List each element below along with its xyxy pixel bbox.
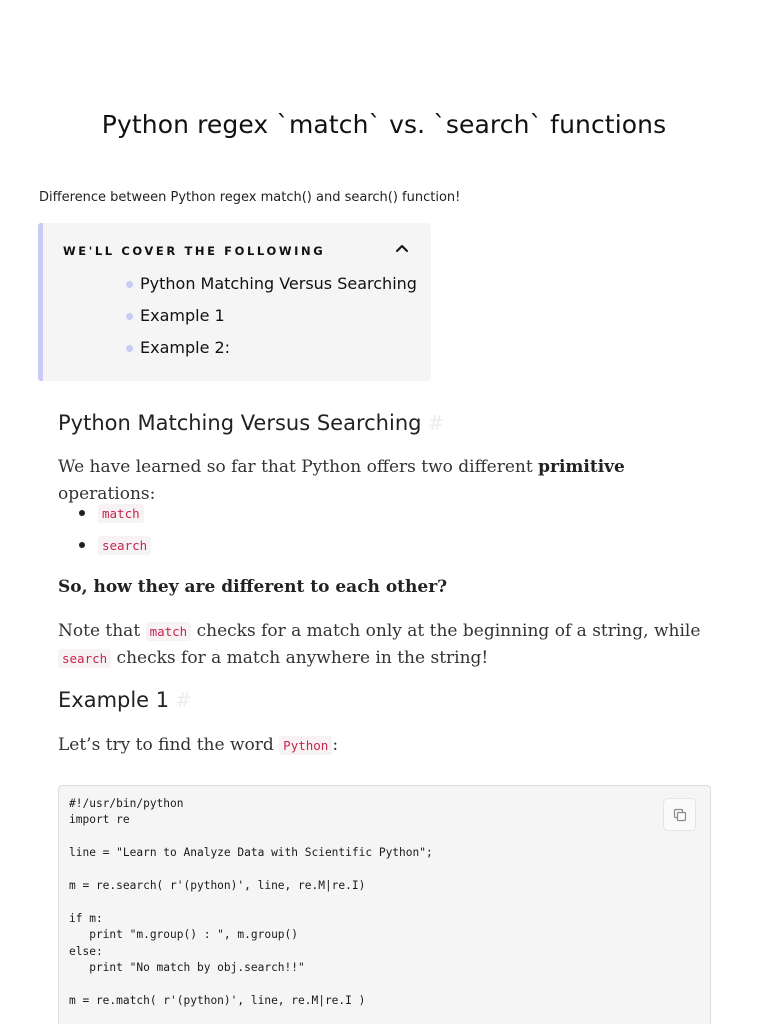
inline-code-search: search [98, 536, 151, 555]
inline-code-match: match [146, 622, 192, 641]
list-item [58, 500, 718, 532]
code-line: print "No match by obj.search!!" [89, 961, 305, 975]
list-item [58, 532, 718, 564]
example-intro-paragraph [58, 732, 718, 759]
question-text: So, how they are different to each other? [58, 577, 448, 597]
intro-text-end: operations: [58, 484, 156, 504]
bullet-icon [126, 313, 133, 320]
code-content[interactable] [69, 796, 433, 1009]
code-line: else: [69, 944, 103, 958]
inline-code-match: match [98, 504, 144, 523]
code-line: #!/usr/bin/python [69, 797, 184, 810]
inline-code-search: search [58, 649, 111, 668]
toc-list [124, 273, 417, 369]
section-heading-matching [58, 411, 718, 435]
note-text: Note that [58, 621, 146, 641]
example-intro-text-end: : [332, 735, 339, 755]
toc-item-example-2[interactable] [124, 337, 417, 369]
code-block [58, 785, 711, 1024]
note-paragraph [58, 618, 718, 672]
bullet-icon [126, 281, 133, 288]
code-line: m = re.search( r'(python)', line, re.M|re.I) [69, 879, 366, 893]
copy-icon [673, 808, 687, 822]
code-line: m = re.match( r'(python)', line, re.M|re.I ) [69, 993, 366, 1007]
intro-bold-text: primitive [538, 457, 625, 477]
section-heading-example-1 [58, 688, 718, 712]
chevron-up-icon[interactable] [394, 240, 410, 256]
toc-item-matching-vs-searching[interactable] [124, 273, 417, 305]
bullet-icon [79, 510, 85, 516]
section-heading-text: Python Matching Versus Searching [58, 411, 422, 435]
section-heading-text: Example 1 [58, 688, 170, 712]
copy-button[interactable] [663, 798, 696, 831]
anchor-link[interactable]: # [175, 688, 192, 712]
code-line: print "m.group() : ", m.group() [89, 928, 299, 942]
toc-heading: WE'LL COVER THE FOLLOWING [63, 244, 326, 258]
page-subtitle: Difference between Python regex match() and search() function! [39, 190, 461, 205]
question-paragraph [58, 574, 718, 601]
intro-text: We have learned so far that Python offers two different [58, 457, 539, 477]
note-text: checks for a match only at the beginning of a string, while [191, 621, 701, 641]
note-text: checks for a match anywhere in the string! [111, 648, 489, 668]
toc-item-label: Example 1 [140, 306, 225, 325]
bullet-icon [79, 542, 85, 548]
inline-code-python: Python [279, 736, 332, 755]
operations-list [58, 500, 718, 564]
anchor-link[interactable]: # [427, 411, 445, 435]
code-line: line = "Learn to Analyze Data with Scientific Python"; [69, 846, 433, 860]
toc-item-label: Python Matching Versus Searching [140, 274, 417, 293]
toc-item-label: Example 2: [140, 338, 231, 357]
page-title: Python regex `match` vs. `search` functions [101, 110, 667, 139]
toc-item-example-1[interactable] [124, 305, 417, 337]
example-intro-text: Let’s try to find the word [58, 735, 280, 755]
bullet-icon [126, 345, 133, 352]
code-line: import re [69, 813, 130, 827]
code-line: if m: [69, 911, 103, 925]
table-of-contents [38, 223, 431, 381]
